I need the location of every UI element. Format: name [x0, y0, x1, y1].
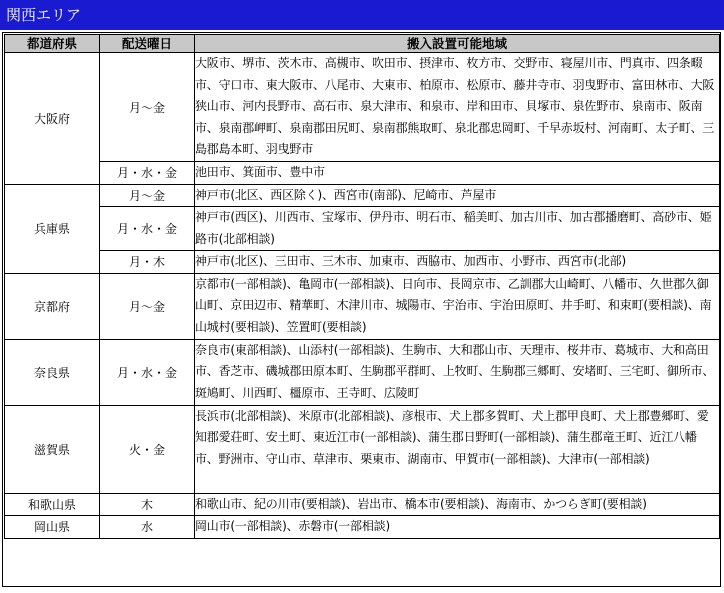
areas-cell: 大阪市、堺市、茨木市、高槻市、吹田市、摂津市、枚方市、交野市、寝屋川市、門真市、四条畷市、守口市、東大阪市、八尾市、大東市、柏原市、松原市、藤井寺市、羽曳野市、富田林市、大阪狭山市、河内長野市、高石市、泉大津市、和泉市、岸和田市、貝塚市、泉佐野市、泉南市、阪南市、泉南郡岬町、泉南郡田尻町、泉南郡熊取町、泉北郡忠岡町、千早赤坂村、河南町、太子町、三島郡島本町、羽曳野市	[195, 53, 720, 162]
prefecture-cell: 滋賀県	[5, 405, 100, 493]
header-areas: 搬入設置可能地域	[195, 35, 720, 53]
table-row	[5, 339, 720, 405]
delivery-day-cell: 水	[100, 516, 195, 539]
page-title: 関西エリア	[0, 0, 724, 30]
areas-cell: 京都市(一部相談)、亀岡市(一部相談)、日向市、長岡京市、乙訓郡大山崎町、八幡市、久世郡久御山町、京田辺市、精華町、木津川市、城陽市、宇治市、宇治田原町、井手町、和束町(要相談)、南山城村(要相談)、笠置町(要相談)	[195, 273, 720, 339]
table-row	[5, 53, 720, 162]
areas-cell: 奈良市(東部相談)、山添村(一部相談)、生駒市、大和郡山市、天理市、桜井市、葛城市、大和高田市、香芝市、磯城郡田原本町、生駒郡平群町、上牧町、生駒郡三郷町、安堵町、三宅町、御所市、斑鳩町、川西町、橿原市、王寺町、広陵町	[195, 339, 720, 405]
areas-cell: 神戸市(北区)、三田市、三木市、加東市、西脇市、加西市、小野市、西宮市(北部)	[195, 251, 720, 274]
table-row	[5, 493, 720, 516]
table-row	[5, 251, 720, 274]
delivery-day-cell: 月～金	[100, 184, 195, 207]
areas-cell: 神戸市(北区、西区除く)、西宮市(南部)、尼崎市、芦屋市	[195, 184, 720, 207]
prefecture-cell: 兵庫県	[5, 184, 100, 273]
delivery-day-cell: 月～金	[100, 53, 195, 162]
table-row	[5, 207, 720, 251]
header-prefecture: 都道府県	[5, 35, 100, 53]
header-delivery-days: 配送曜日	[100, 35, 195, 53]
delivery-day-cell: 月・水・金	[100, 162, 195, 185]
table-row	[5, 273, 720, 339]
delivery-area-table	[4, 34, 720, 539]
areas-cell: 和歌山市、紀の川市(要相談)、岩出市、橋本市(要相談)、海南市、かつらぎ町(要相談)	[195, 493, 720, 516]
delivery-day-cell: 木	[100, 493, 195, 516]
delivery-day-cell: 月・木	[100, 251, 195, 274]
prefecture-cell: 京都府	[5, 273, 100, 339]
prefecture-cell: 奈良県	[5, 339, 100, 405]
table-row	[5, 184, 720, 207]
delivery-day-cell: 月～金	[100, 273, 195, 339]
areas-cell: 池田市、箕面市、豊中市	[195, 162, 720, 185]
table-header-row	[5, 35, 720, 53]
table-row	[5, 405, 720, 493]
table-row	[5, 162, 720, 185]
areas-cell: 岡山市(一部相談)、赤磐市(一部相談)	[195, 516, 720, 539]
prefecture-cell: 和歌山県	[5, 493, 100, 516]
prefecture-cell: 岡山県	[5, 516, 100, 539]
delivery-day-cell: 月・水・金	[100, 207, 195, 251]
areas-cell: 神戸市(西区)、川西市、宝塚市、伊丹市、明石市、稲美町、加古川市、加古郡播磨町、高砂市、姫路市(北部相談)	[195, 207, 720, 251]
areas-cell: 長浜市(北部相談)、米原市(北部相談)、彦根市、犬上郡多賀町、犬上郡甲良町、犬上郡豊郷町、愛知郡愛荘町、安土町、東近江市(一部相談)、蒲生郡日野町(一部相談)、蒲生郡竜王町、近江八幡市、野洲市、守山市、草津市、栗東市、湖南市、甲賀市(一部相談)、大津市(一部相談)	[195, 405, 720, 493]
delivery-day-cell: 火・金	[100, 405, 195, 493]
table-row	[5, 516, 720, 539]
delivery-day-cell: 月・水・金	[100, 339, 195, 405]
prefecture-cell: 大阪府	[5, 53, 100, 185]
